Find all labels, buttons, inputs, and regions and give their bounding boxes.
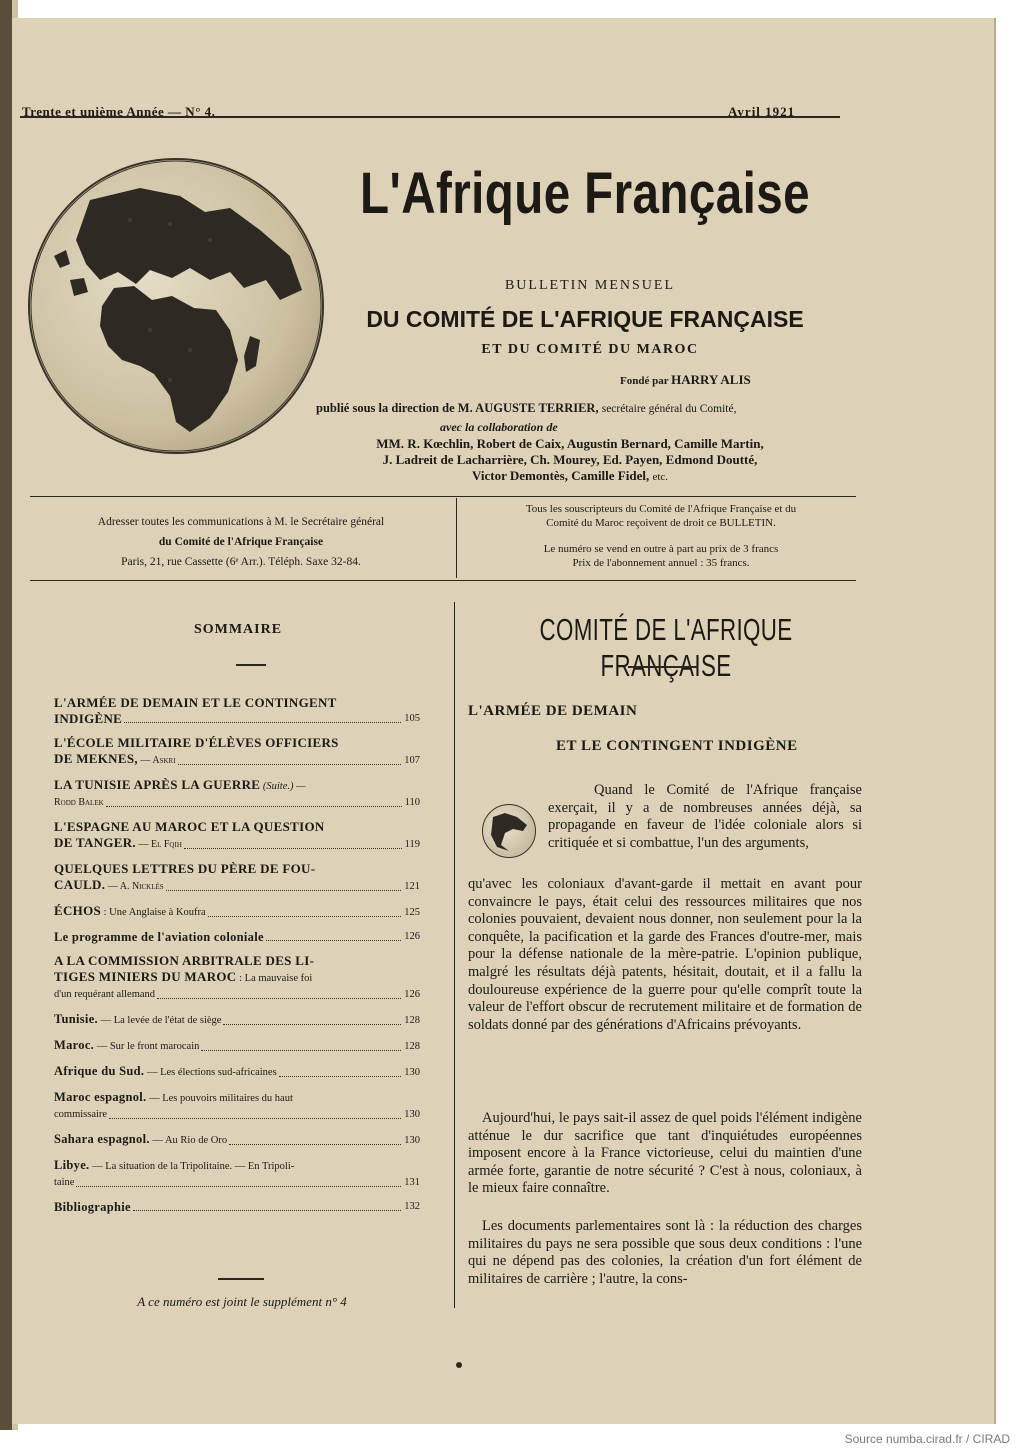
box-bottom-rule bbox=[30, 580, 856, 581]
toc-entry-line: L'ÉCOLE MILITAIRE D'ÉLÈVES OFFICIERS bbox=[54, 735, 339, 750]
contributors-line-1: MM. R. Kœchlin, Robert de Caix, Augustin Bernard, Camille Martin, bbox=[376, 436, 764, 451]
table-of-contents bbox=[54, 695, 420, 1223]
supplement-dash bbox=[218, 1278, 264, 1280]
box-divider bbox=[456, 498, 457, 578]
toc-entry-label: DE TANGER. bbox=[54, 835, 136, 850]
toc-entry-label: Le programme de l'aviation coloniale bbox=[54, 930, 264, 944]
toc-entry-line: QUELQUES LETTRES DU PÈRE DE FOU- bbox=[54, 861, 316, 876]
toc-page-number: 130 bbox=[404, 1109, 420, 1120]
binding-spine bbox=[0, 0, 12, 1430]
supplement-note: A ce numéro est joint le supplément n° 4 bbox=[137, 1294, 347, 1309]
toc-entry-rest: commissaire bbox=[54, 1109, 108, 1120]
toc-entry bbox=[54, 903, 420, 921]
newspaper-title: L'Afrique Française bbox=[360, 161, 810, 226]
toc-entry-rest: taine bbox=[54, 1177, 75, 1188]
subscription-notice bbox=[466, 502, 856, 530]
toc-entry-rest: : La mauvaise foi bbox=[236, 973, 313, 984]
founder-line bbox=[620, 372, 751, 388]
committee-name: DU COMITÉ DE L'AFRIQUE FRANÇAISE bbox=[366, 306, 804, 332]
toc-entry-label: Libye. bbox=[54, 1158, 90, 1172]
toc-author: Rodd Balek bbox=[54, 797, 104, 808]
sommaire-dash bbox=[236, 664, 266, 666]
issue-number: Trente et unième Année — N° 4. bbox=[22, 104, 216, 119]
publisher-line bbox=[316, 401, 856, 416]
article-paragraph-1-start: Quand le Comité de l'Afrique française exerçait, il y a de nombreuses années déjà, sa propagande en faveur de l'idée coloniale alors si critiquée et si combattue, l'un des arguments, bbox=[548, 782, 862, 851]
toc-entry-rest: — Les élections sud-africaines bbox=[144, 1067, 277, 1078]
committee-maroc: ET DU COMITÉ DU MAROC bbox=[481, 342, 699, 357]
collaboration-label: avec la collaboration de bbox=[440, 420, 558, 434]
toc-entry-rest: d'un requérant allemand bbox=[54, 989, 156, 1000]
toc-entry-rest: — Au Rio de Oro bbox=[149, 1135, 228, 1146]
toc-page-number: 125 bbox=[404, 907, 420, 918]
toc-entry-line: A LA COMMISSION ARBITRALE DES LI- bbox=[54, 953, 315, 968]
toc-entry bbox=[54, 953, 420, 1003]
toc-entry-label: Sahara espagnol. bbox=[54, 1132, 150, 1146]
toc-entry-rest: — Les pouvoirs militaires du haut bbox=[146, 1093, 293, 1104]
toc-entry bbox=[54, 819, 420, 853]
toc-entry-line: L'ARMÉE DE DEMAIN ET LE CONTINGENT bbox=[54, 695, 337, 710]
address-line-2: du Comité de l'Afrique Française bbox=[158, 536, 324, 548]
toc-entry-label: DE MEKNES, bbox=[54, 751, 138, 766]
box-top-rule bbox=[30, 496, 856, 497]
issue-date: Avril 1921 bbox=[728, 104, 796, 119]
toc-entry-line: TIGES MINIERS DU MAROC bbox=[54, 969, 237, 984]
toc-page-number: 130 bbox=[404, 1135, 420, 1146]
toc-page-number: 105 bbox=[404, 713, 420, 724]
toc-page-number: 121 bbox=[404, 881, 420, 892]
price-notice bbox=[466, 542, 856, 570]
address-line-1: Adresser toutes les communications à M. le Secrétaire général bbox=[97, 516, 385, 528]
toc-page-number: 128 bbox=[404, 1041, 420, 1052]
address-line-3: Paris, 21, rue Cassette (6ᵉ Arr.). Téléph. Saxe 32-84. bbox=[121, 556, 361, 568]
toc-entry bbox=[54, 695, 420, 727]
contributors-list bbox=[270, 436, 870, 485]
toc-entry bbox=[54, 1037, 420, 1055]
toc-entry bbox=[54, 1011, 420, 1029]
article-title-2: ET LE CONTINGENT INDIGÈNE bbox=[556, 738, 798, 754]
article-title-1: L'ARMÉE DE DEMAIN bbox=[468, 703, 638, 719]
contributors-line-2: J. Ladreit de Lacharrière, Ch. Mourey, Ed. Payen, Edmond Doutté, bbox=[382, 452, 758, 467]
subscription-line-1: Tous les souscripteurs du Comité de l'Afrique Française et du bbox=[525, 503, 797, 515]
article-paragraph-3: Les documents parlementaires sont là : la réduction des charges militaires du pays ne sera possible que sous deux conditions : l'une qui ne dépend pas des colonies, la création d'un fort élément de militaires de carrière ; l'autre, la cons- bbox=[468, 1218, 862, 1287]
header-rule bbox=[20, 116, 840, 118]
founder-name: HARRY ALIS bbox=[671, 372, 751, 387]
globe-illustration bbox=[28, 158, 324, 454]
toc-entry-label: Bibliographie bbox=[54, 1200, 131, 1214]
toc-entry-line: L'ESPAGNE AU MAROC ET LA QUESTION bbox=[54, 819, 325, 834]
toc-entry-label: ÉCHOS bbox=[54, 903, 102, 918]
toc-page-number: 131 bbox=[404, 1177, 420, 1188]
toc-page-number: 130 bbox=[404, 1067, 420, 1078]
toc-entry bbox=[54, 929, 420, 945]
contributors-etc: etc. bbox=[652, 471, 669, 483]
page-mark bbox=[456, 1362, 462, 1368]
article-paragraph-1-rest: qu'avec les coloniaux d'avant-garde il mettait en avant pour convaincre le pays, était celui des ressources militaires que nos colonies pouvaient, devaient nous donner, non seulement pour la la conquête, la pacification et la garde des Frances d'outre-mer, mais pour la défense nationale de la mère-patrie. L'opinion publique, malgré les résultats déjà patents, hésitait, doutait, et il a fallu la douloureuse expérience de la guerre pour qu'elle comprît toute la valeur de l'effort obscur de recrutement militaire et de formation de soldats donné par des générations d'Africains prévoyants. bbox=[468, 876, 862, 1033]
toc-entry-rest: — Sur le front marocain bbox=[94, 1041, 200, 1052]
toc-author: — A. Nicklès bbox=[105, 881, 164, 892]
toc-entry-rest: : Une Anglaise à Koufra bbox=[101, 907, 206, 918]
section-heading: COMITÉ DE L'AFRIQUE FRANÇAISE bbox=[539, 612, 793, 683]
toc-entry-rest: — La levée de l'état de siège bbox=[97, 1015, 222, 1026]
toc-page-number: 128 bbox=[404, 1015, 420, 1026]
toc-entry bbox=[54, 1063, 420, 1081]
sommaire-heading: SOMMAIRE bbox=[193, 622, 283, 637]
toc-author: — Askri bbox=[137, 755, 176, 766]
toc-entry bbox=[54, 1199, 420, 1215]
toc-page-number: 110 bbox=[404, 797, 420, 808]
toc-entry bbox=[54, 1089, 420, 1123]
toc-entry-label: INDIGÈNE bbox=[54, 711, 123, 726]
toc-entry bbox=[54, 1157, 420, 1191]
toc-entry bbox=[54, 1131, 420, 1149]
toc-entry-label: Maroc. bbox=[54, 1038, 95, 1052]
toc-page-number: 107 bbox=[404, 755, 420, 766]
globe-emblem-icon bbox=[483, 805, 535, 857]
toc-author: — El Fqih bbox=[135, 839, 182, 850]
article-paragraph-2: Aujourd'hui, le pays sait-il assez de quel poids l'élément indigène atténue le dur sacrifice que tant d'inquiétudes européennes imposent encore à la France victorieuse, celui du maintien d'une armée forte, garantie de notre sécurité ? C'est à nous, coloniaux, à le mieux faire connaître. bbox=[468, 1110, 862, 1197]
toc-entry-label: CAULD. bbox=[54, 877, 106, 892]
toc-entry bbox=[54, 777, 420, 811]
toc-entry-label: Maroc espagnol. bbox=[54, 1090, 147, 1104]
globe-map-icon bbox=[30, 160, 322, 452]
publisher-direction: publié sous la direction de M. AUGUSTE TERRIER, bbox=[316, 401, 599, 415]
publisher-role: secrétaire général du Comité, bbox=[601, 403, 737, 415]
price-line-1: Le numéro se vend en outre à part au prix de 3 francs bbox=[543, 543, 779, 555]
toc-entry-suffix: (Suite.) — bbox=[260, 781, 306, 792]
toc-page-number: 126 bbox=[404, 931, 420, 942]
toc-entry-label: Tunisie. bbox=[54, 1012, 98, 1026]
toc-entry-rest: — La situation de la Tripolitaine. — En Tripoli- bbox=[89, 1161, 295, 1172]
address-block bbox=[30, 512, 452, 572]
bulletin-subtitle: BULLETIN MENSUEL bbox=[504, 278, 676, 293]
subscription-line-2: Comité du Maroc reçoivent de droit ce BULLETIN. bbox=[546, 517, 776, 529]
source-credit: Source numba.cirad.fr / CIRAD bbox=[844, 1432, 1010, 1446]
toc-entry-label: Afrique du Sud. bbox=[54, 1064, 145, 1078]
founded-prefix: Fondé par bbox=[620, 375, 669, 387]
toc-page-number: 119 bbox=[404, 839, 420, 850]
toc-entry-line: LA TUNISIE APRÈS LA GUERRE bbox=[54, 777, 261, 792]
price-line-2: Prix de l'abonnement annuel : 35 francs. bbox=[572, 557, 750, 569]
section-dash bbox=[628, 666, 698, 668]
toc-page-number: 132 bbox=[404, 1201, 420, 1212]
toc-page-number: 126 bbox=[404, 989, 420, 1000]
column-divider bbox=[454, 602, 455, 1308]
contributors-line-3 bbox=[270, 468, 870, 485]
small-globe-icon bbox=[482, 804, 536, 858]
toc-entry bbox=[54, 735, 420, 769]
contributors-line-3-names: Victor Demontès, Camille Fidel, bbox=[471, 468, 650, 483]
toc-entry bbox=[54, 861, 420, 895]
